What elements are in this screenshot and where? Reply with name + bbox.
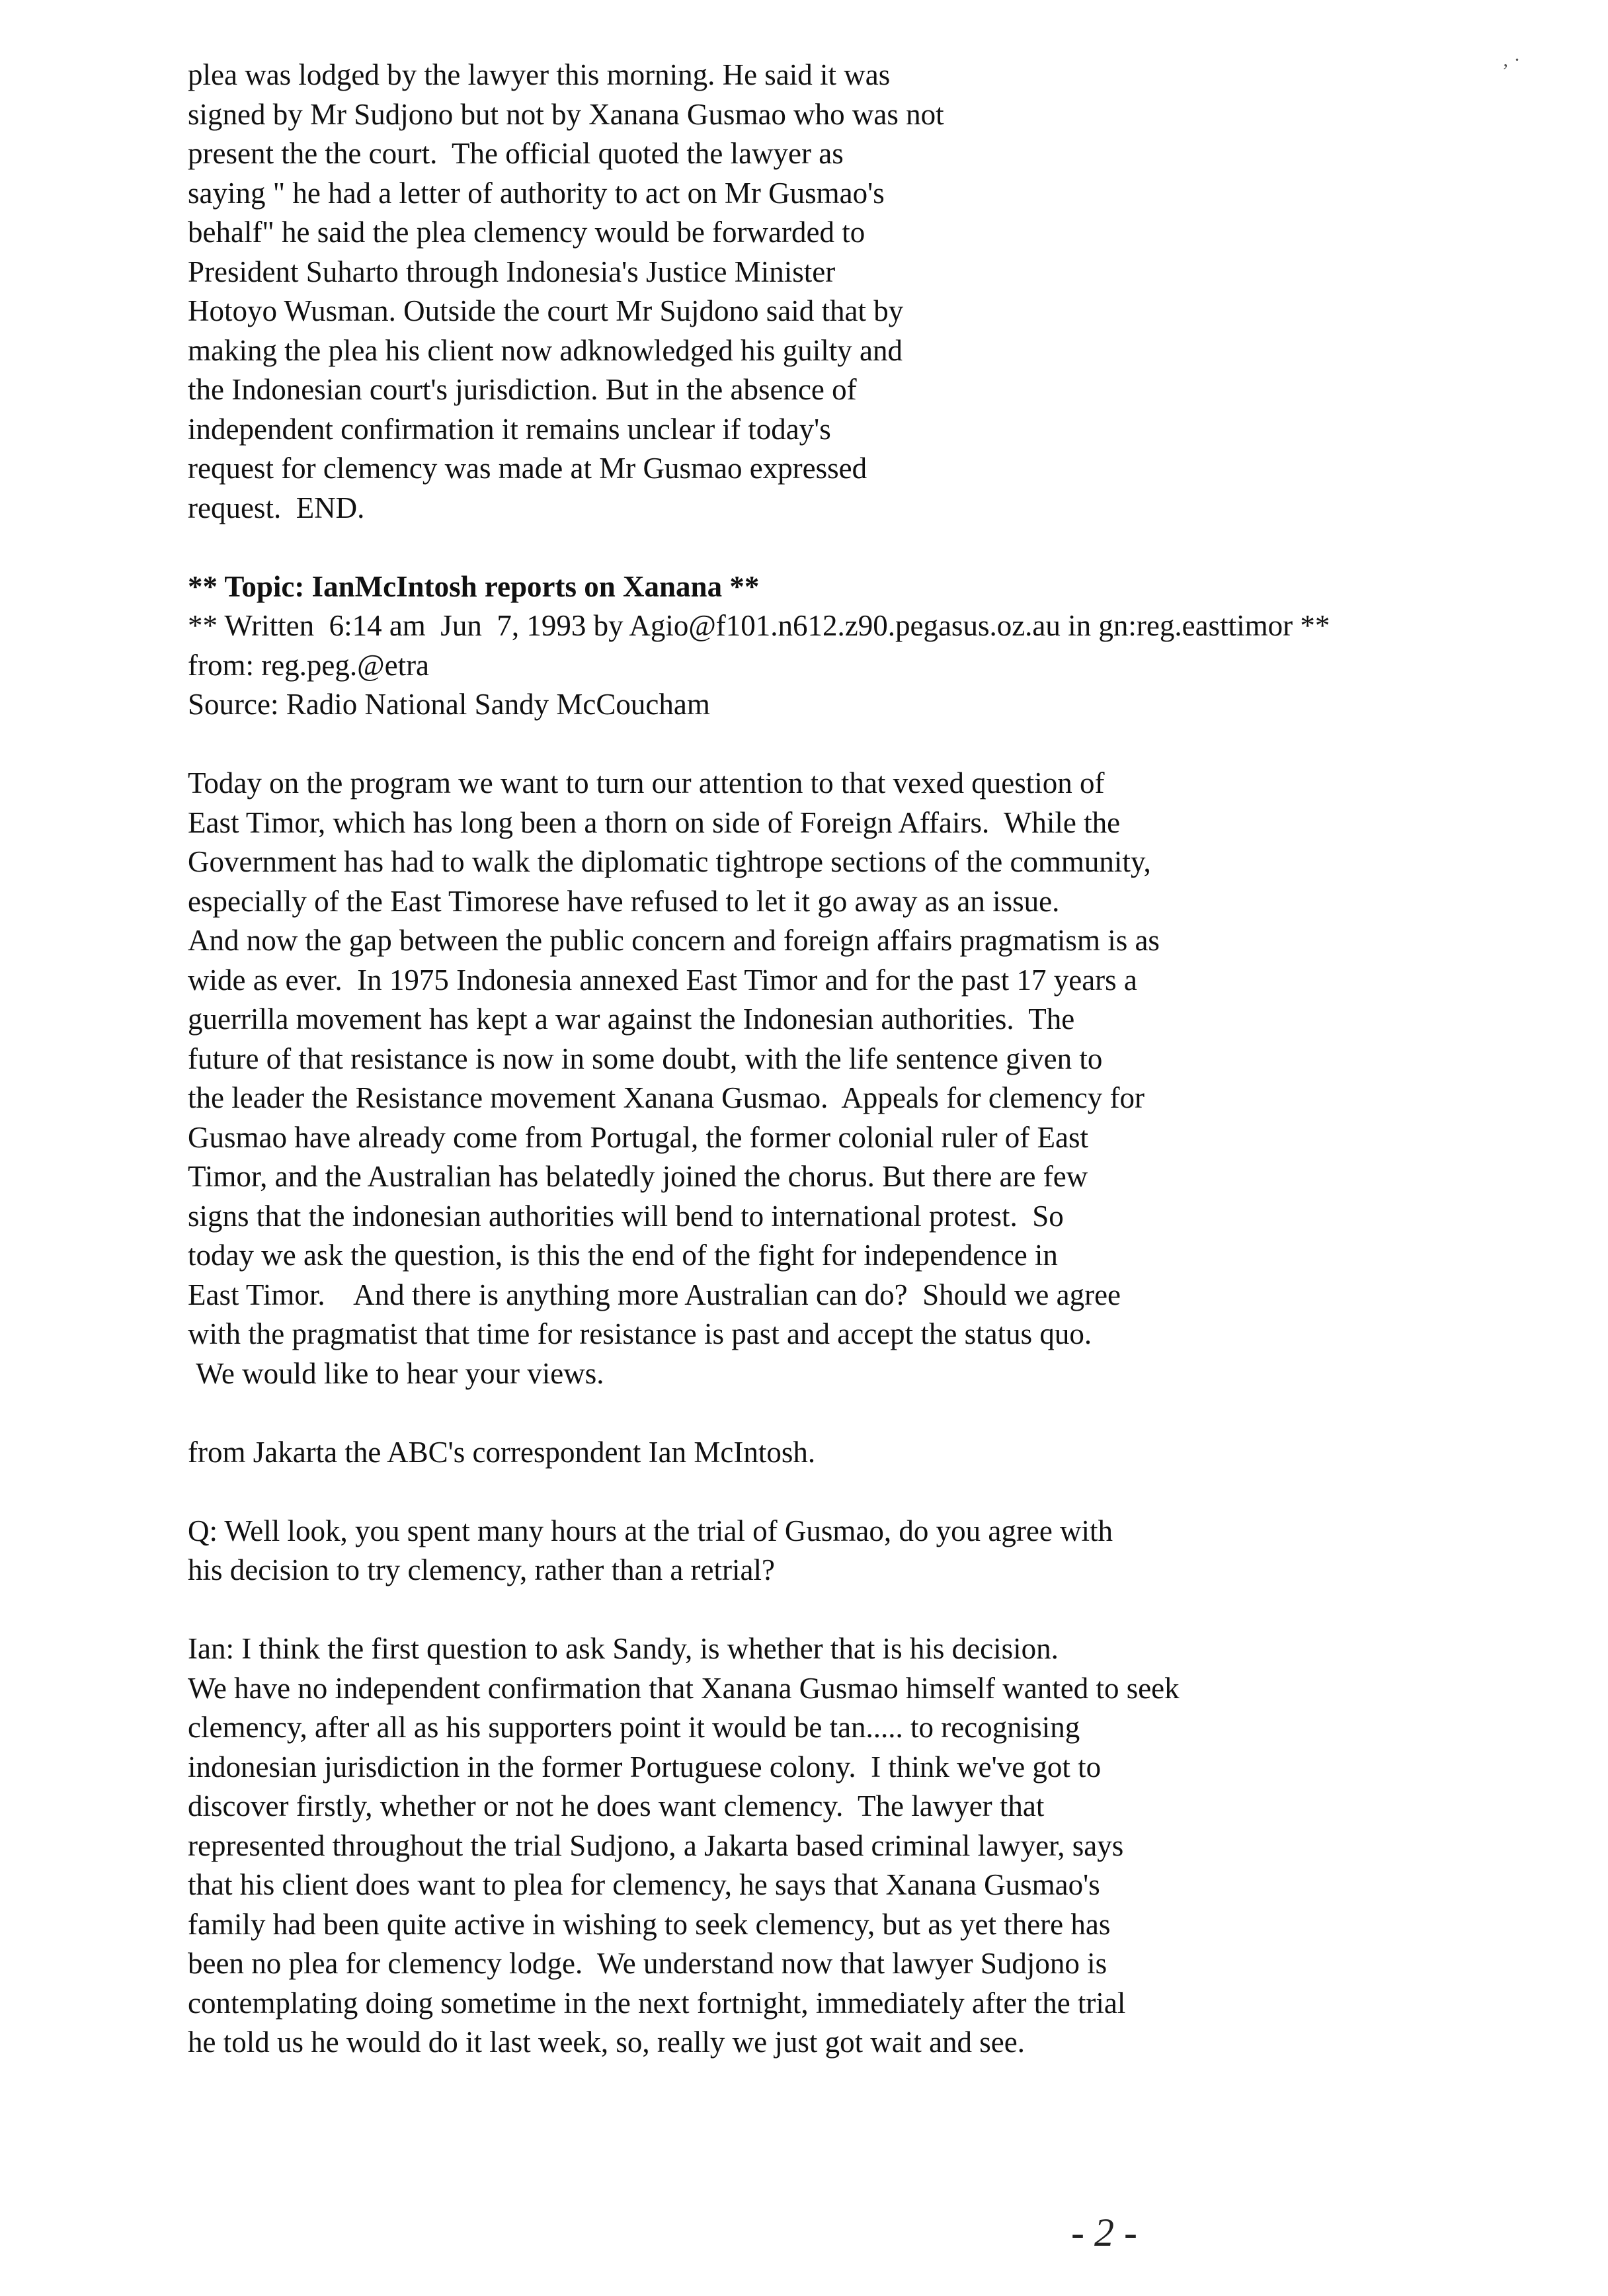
paragraph-question [188,1512,1550,1590]
text-line: East Timor. And there is anything more Australian can do? Should we agree [188,1278,1121,1311]
spacer [188,725,1550,764]
text-line: President Suharto through Indonesia's Justice Minister [188,255,836,288]
text-line: independent confirmation it remains unclear if today's [188,412,831,446]
text-line: signs that the indonesian authorities will bend to international protest. So [188,1199,1064,1233]
text-line: present the the court. The official quoted the lawyer as [188,137,844,170]
text-line: wide as ever. In 1975 Indonesia annexed East Timor and for the past 17 years a [188,963,1137,997]
text-line: plea was lodged by the lawyer this morning. He said it was [188,58,891,91]
text-line: especially of the East Timorese have refused to let it go away as an issue. [188,884,1060,918]
text-line: request. END. [188,491,365,524]
from-line: from: reg.peg.@etra [188,648,430,682]
paragraph-answer [188,1629,1550,2063]
text-line: Gusmao have already come from Portugal, the former colonial ruler of East [188,1120,1089,1154]
text-line: Q: Well look, you spent many hours at the trial of Gusmao, do you agree with [188,1514,1113,1547]
text-line: Hotoyo Wusman. Outside the court Mr Sujdono said that by [188,294,904,327]
text-line: request for clemency was made at Mr Gusmao expressed [188,452,867,485]
page-number: - 2 - [1071,2211,1137,2254]
text-line: future of that resistance is now in some doubt, with the life sentence given to [188,1042,1103,1075]
text-line: from Jakarta the ABC's correspondent Ian McIntosh. [188,1435,816,1469]
spacer [188,1393,1550,1433]
message-header [188,567,1550,725]
text-line: Today on the program we want to turn our attention to that vexed question of [188,766,1105,800]
text-line: behalf" he said the plea clemency would be forwarded to [188,216,865,249]
spacer [188,528,1550,567]
text-line: discover firstly, whether or not he does want clemency. The lawyer that [188,1789,1045,1823]
text-line: clemency, after all as his supporters point it would be tan..... to recognising [188,1711,1080,1744]
scan-mark: ‚ · [1502,49,1521,71]
text-line: signed by Mr Sudjono but not by Xanana Gusmao who was not [188,97,944,131]
text-line: with the pragmatist that time for resistance is past and accept the status quo. [188,1317,1092,1350]
topic-heading: ** Topic: IanMcIntosh reports on Xanana ** [188,569,760,603]
text-line: indonesian jurisdiction in the former Portuguese colony. I think we've got to [188,1750,1102,1784]
paragraph-correspondent [188,1433,1550,1473]
text-line: We would like to hear your views. [196,1356,604,1390]
text-line: represented throughout the trial Sudjono, a Jakarta based criminal lawyer, says [188,1828,1124,1862]
text-line: family had been quite active in wishing to seek clemency, but as yet there has [188,1907,1111,1941]
text-line: And now the gap between the public concern and foreign affairs pragmatism is as [188,924,1160,957]
spacer [188,1590,1550,1630]
text-line: he told us he would do it last week, so, really we just got wait and see. [188,2026,1025,2059]
text-line: been no plea for clemency lodge. We understand now that lawyer Sudjono is [188,1947,1107,1980]
text-line: Government has had to walk the diplomatic tightrope sections of the community, [188,845,1151,878]
text-line: Ian: I think the first question to ask Sandy, is whether that is his decision. [188,1632,1059,1665]
text-line: that his client does want to plea for clemency, he says that Xanana Gusmao's [188,1868,1100,1901]
text-line: East Timor, which has long been a thorn on side of Foreign Affairs. While the [188,805,1121,839]
text-line: his decision to try clemency, rather than a retrial? [188,1553,775,1586]
paragraph-program-intro [188,764,1550,1393]
text-line: the Indonesian court's jurisdiction. But in the absence of [188,373,857,406]
text-line: We have no independent confirmation that Xanana Gusmao himself wanted to seek [188,1671,1180,1705]
text-line: Timor, and the Australian has belatedly joined the chorus. But there are few [188,1160,1088,1193]
text-line: the leader the Resistance movement Xanana Gusmao. Appeals for clemency for [188,1081,1145,1114]
text-line: today we ask the question, is this the end of the fight for independence in [188,1239,1058,1272]
text-line: saying " he had a letter of authority to act on Mr Gusmao's [188,176,885,210]
source-line: Source: Radio National Sandy McCoucham [188,688,710,721]
written-line: ** Written 6:14 am Jun 7, 1993 by Agio@f101.n612.z90.pegasus.oz.au in gn:reg.easttimor ** [188,609,1330,642]
text-line: contemplating doing sometime in the next fortnight, immediately after the trial [188,1986,1126,2020]
document-page [188,56,1550,2063]
spacer [188,1472,1550,1512]
text-line: making the plea his client now adknowledged his guilty and [188,333,903,367]
paragraph-lawyer-plea [188,56,1550,528]
text-line: guerrilla movement has kept a war against the Indonesian authorities. The [188,1003,1075,1036]
